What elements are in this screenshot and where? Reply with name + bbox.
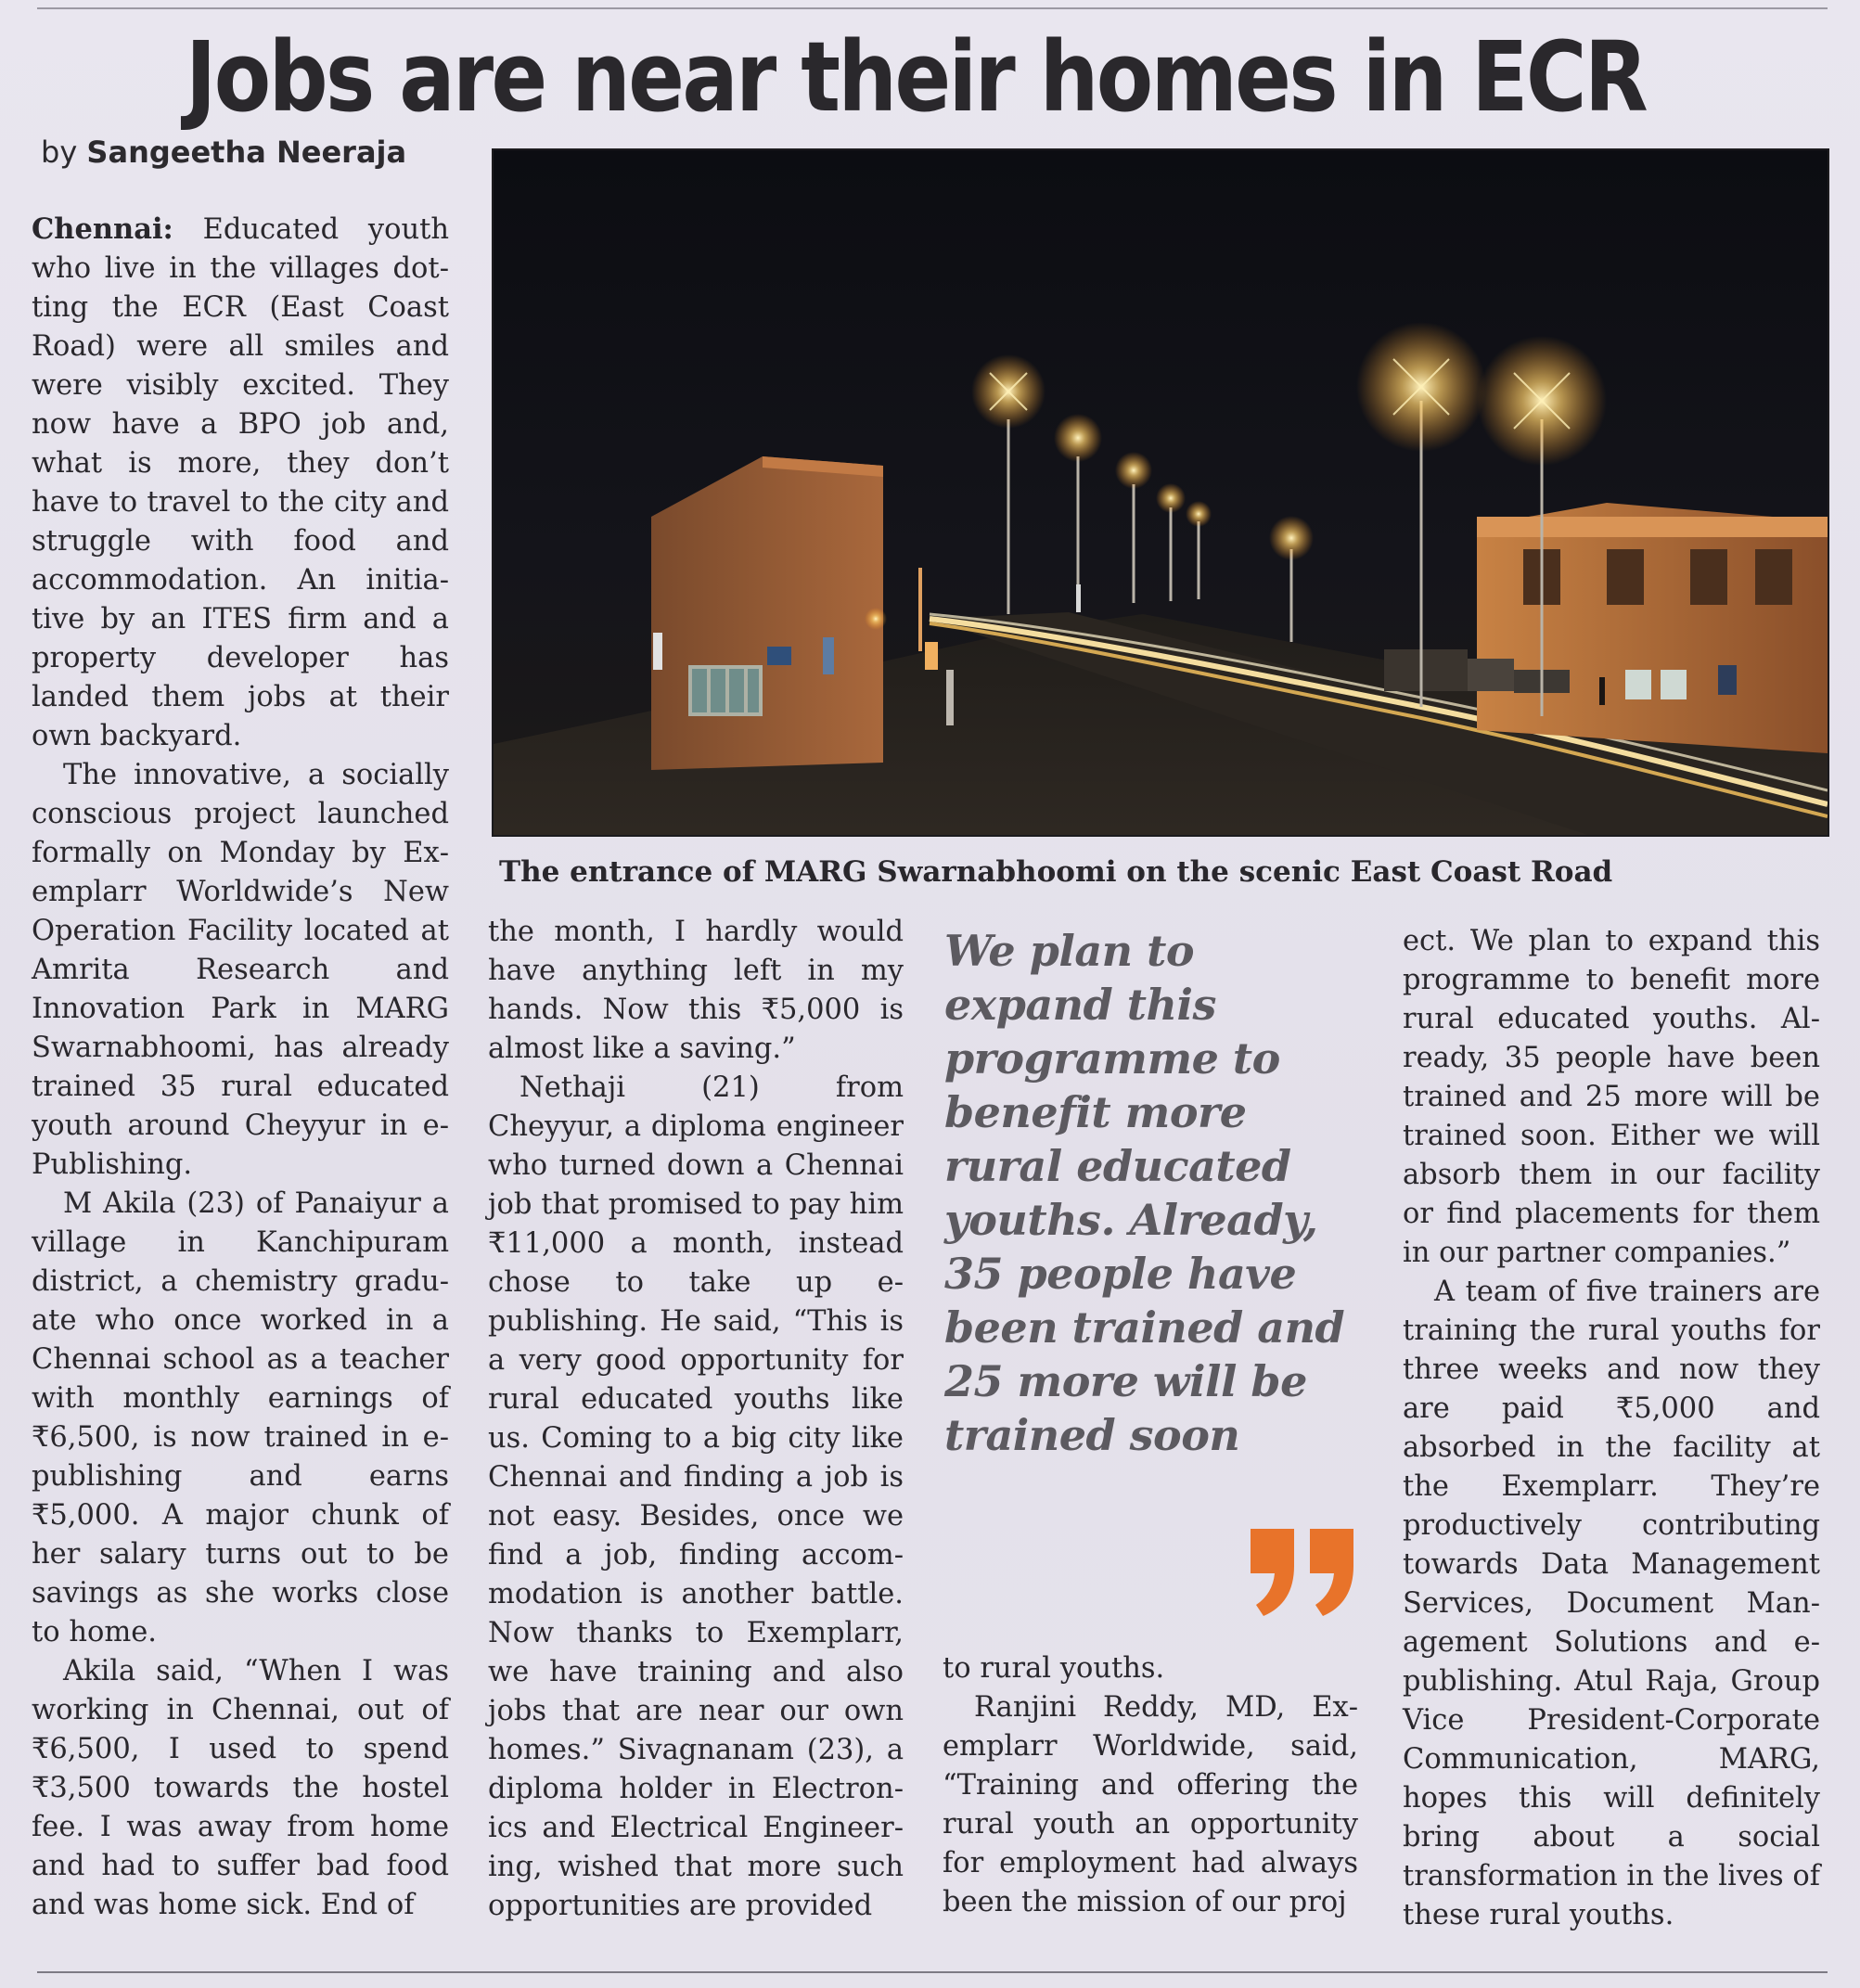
photo-illustration: [494, 150, 1828, 835]
top-rule: [37, 7, 1828, 9]
article-column-2: [488, 913, 904, 1926]
paragraph-1-text: Educated youth who live in the villages dotting the ECR (East Coast Road) were all smiles and were visibly excited. They now have a BPO job and, what is more, they don’t have to travel to the city and struggle with food and accommodation. An initiative by an ITES firm and a property developer has landed them jobs at their own backyard.: [32, 213, 449, 752]
article-column-4: [1403, 922, 1820, 1935]
byline: [41, 132, 449, 173]
headline: Jobs are near their homes in ECR: [186, 20, 1647, 134]
article-column-3: [943, 1649, 1358, 1922]
paragraph-3: M Akila (23) of Panaiyur a village in Kanchipuram district, a chemistry graduate who once worked in a Chennai school as a teacher with monthly earnings of ₹6,500, is now trained in e-publishing and earns ₹5,000. A major chunk of her salary turns out to be savings as she works close to home.: [32, 1187, 449, 1648]
byline-prefix: by: [41, 135, 78, 170]
photo-caption: The entrance of MARG Swarnabhoomi on the scenic East Coast Road: [499, 855, 1613, 889]
bottom-rule: [37, 1971, 1828, 1973]
night-road-photo: [492, 148, 1829, 837]
paragraph-6: Nethaji (21) from Cheyyur, a diploma engineer who turned down a Chennai job that promised to pay him ₹11,000 a month, instead chose to take up e-publishing. He said, “This is a very good opportunity for rural educated youths like us. Coming to a big city like Chennai and finding a job is not easy. Besides, once we find a job, finding accommodation is another battle. Now thanks to Exemplarr, we have training and also jobs that are near our own homes.” Sivagnanam (23), a diploma holder in Electronics and Electrical Engineering, wished that more such opportunities are provided: [488, 1071, 904, 1922]
byline-author: Sangeetha Neeraja: [86, 135, 407, 170]
paragraph-8: Ranjini Reddy, MD, Exemplarr Worldwide, said, “Training and offering the rural youth an opportunity for employment had always been the mission of our proj: [943, 1691, 1358, 1918]
paragraph-10: A team of five trainers are training the rural youths for three weeks and now they are paid ₹5,000 and absorbed in the facility at the Exemplarr. They’re productively contributing towards Data Management Services, Document Management Solutions and e-publishing. Atul Raja, Group Vice President-Corporate Communication, MARG, hopes this will definitely bring about a social transformation in the lives of these rural youths.: [1403, 1276, 1820, 1931]
paragraph-9: ect. We plan to expand this programme to benefit more rural educated youths. Already, 35 people have been trained and 25 more will be trained soon. Either we will absorb them in our facility or find placements for them in our partner companies.”: [1403, 925, 1820, 1269]
paragraph-7: to rural youths.: [943, 1652, 1165, 1685]
paragraph-4: Akila said, “When I was working in Chennai, out of ₹6,500, I used to spend ₹3,500 towards the hostel fee. I was away from home and had to suffer bad food and was home sick. End of: [32, 1655, 449, 1921]
closing-quote-icon: [1243, 1521, 1364, 1623]
paragraph-2: The innovative, a socially conscious project launched formally on Monday by Exemplarr Worldwide’s New Operation Facility located at Amrita Research and Innovation Park in MARG Swarnabhoomi, has already trained 35 rural educated youth around Cheyyur in e-Publishing.: [32, 759, 449, 1181]
paragraph-1: [32, 210, 449, 756]
paragraph-5: the month, I hardly would have anything left in my hands. Now this ₹5,000 is almost like a saving.”: [488, 916, 904, 1065]
article-column-1: [32, 210, 449, 1925]
pull-quote: We plan to expand this programme to benefit more rural educated youths. Already, 35 people have been trained and 25 more will be trained soon: [944, 926, 1345, 1460]
dateline: Chennai:: [32, 212, 173, 246]
